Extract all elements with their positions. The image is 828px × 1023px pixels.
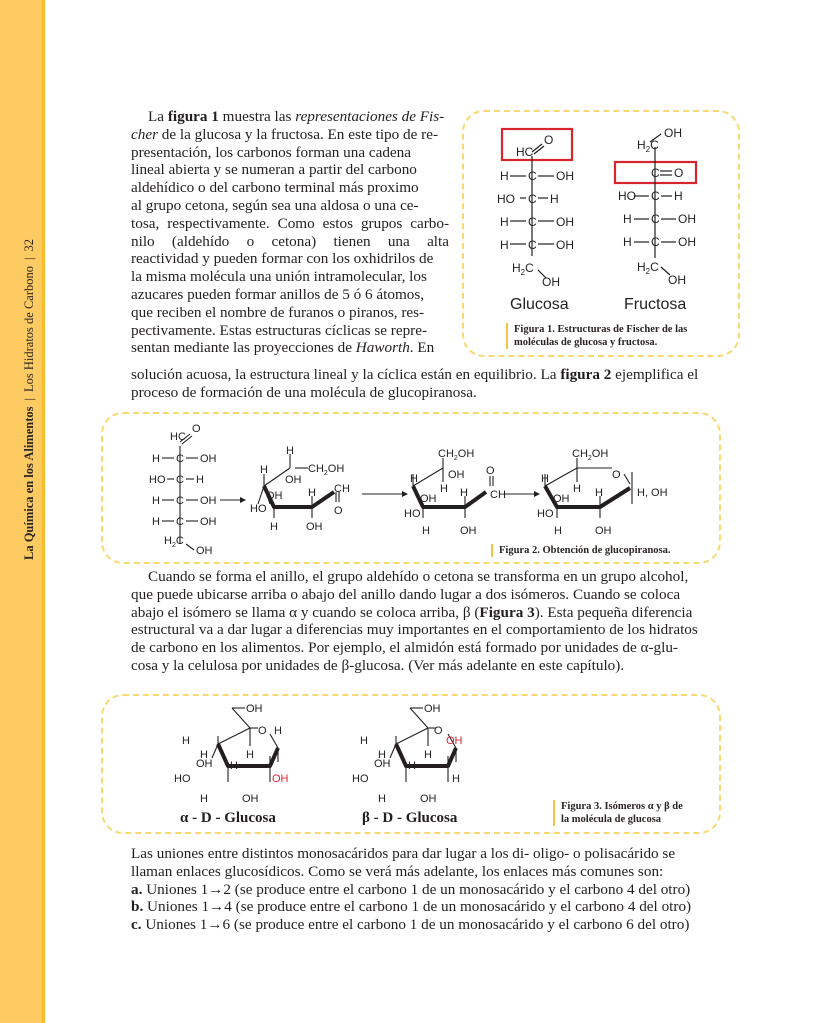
chapter-title: Los Hidratos de Carbono xyxy=(22,265,36,392)
svg-text:H2C: $H_2C$ xyxy=(637,138,659,154)
svg-text:H2C: $H_2C$ xyxy=(164,535,184,549)
svg-text:OH: OH xyxy=(200,495,217,507)
svg-text:C: C xyxy=(176,474,184,486)
list-item: a. Uniones 1→2 (se produce entre el carbono 1 de un monosacárido y el carbono 4 del otro) xyxy=(131,880,691,898)
intro-line: proceso de formación de una molécula de glucopiranosa. xyxy=(131,383,477,401)
svg-text:CH2OH: $CH_2OH$ xyxy=(308,463,345,477)
svg-text:H: H xyxy=(378,793,386,805)
book-title: La Química en los Alimentos xyxy=(22,406,36,560)
svg-text:OH: OH xyxy=(556,215,574,229)
intro-line: azucares pueden formar anillos de 5 ó 6 átomos, xyxy=(131,285,425,303)
beta-glucose-label: β - D - Glucosa xyxy=(362,810,458,826)
svg-text:H: H xyxy=(152,495,160,507)
svg-text:H: H xyxy=(152,516,160,528)
svg-text:H: H xyxy=(230,760,238,772)
svg-text:OH: OH xyxy=(460,525,477,537)
svg-text:OH: OH xyxy=(196,545,213,556)
svg-text:C: C xyxy=(651,235,660,249)
figure-2-glucopyranose-diagram xyxy=(140,416,700,556)
svg-text:O: O xyxy=(486,465,495,477)
svg-text:C: C xyxy=(528,169,537,183)
svg-text:OH: OH xyxy=(595,525,612,537)
figure-3-beta-glucose-diagram xyxy=(348,698,488,810)
svg-text:O: O xyxy=(192,423,201,435)
svg-text:C: C xyxy=(176,453,184,465)
svg-text:O: O xyxy=(434,725,443,737)
svg-text:H: H xyxy=(550,192,559,206)
product-label: H, OH xyxy=(637,487,668,499)
svg-text:OH: OH xyxy=(556,169,574,183)
running-header xyxy=(22,239,37,560)
svg-text:CH: CH xyxy=(490,489,506,501)
intro-paragraph xyxy=(131,108,449,357)
paragraph-line: Cuando se forma el anillo, el grupo aldehído o cetona se transforma en un grupo alcohol, xyxy=(148,568,689,585)
svg-text:C: C xyxy=(651,166,660,180)
svg-text:H: H xyxy=(410,473,418,485)
svg-text:H: H xyxy=(274,725,282,737)
figure-3-alpha-glucose-diagram xyxy=(170,698,310,810)
svg-text:OH: OH xyxy=(196,758,213,770)
svg-text:H: H xyxy=(623,235,632,249)
figure-1-caption xyxy=(506,323,687,349)
intro-line: aldehídico o del carbono terminal más proximo xyxy=(131,179,419,197)
svg-text:CH: CH xyxy=(334,483,350,495)
svg-text:OH: OH xyxy=(420,793,437,805)
svg-text:OH: OH xyxy=(542,275,560,289)
paragraph-line: estructural va a dar lugar a diferencias muy importantes en el comportamiento de los hidratos xyxy=(131,621,698,639)
svg-text:OH: OH xyxy=(272,773,289,785)
svg-text:O: O xyxy=(612,469,621,481)
separator: | xyxy=(22,398,36,401)
intro-line: la misma molécula una unión intramolecular, los xyxy=(131,268,427,286)
paragraph-line: Las uniones entre distintos monosacáridos para dar lugar a los di- oligo- o polisacárido se xyxy=(131,845,676,862)
svg-text:HO: HO xyxy=(174,773,191,785)
svg-text:HO: HO xyxy=(149,474,166,486)
svg-text:H: H xyxy=(378,749,386,761)
svg-text:HO: HO xyxy=(250,503,267,515)
svg-text:CH2OH: $CH_2OH$ xyxy=(572,448,609,462)
svg-text:H: H xyxy=(674,189,683,203)
glucosa-label: Glucosa xyxy=(510,296,569,313)
svg-text:HO: HO xyxy=(352,773,369,785)
svg-text:H: H xyxy=(200,749,208,761)
svg-text:H: H xyxy=(200,793,208,805)
svg-text:H: H xyxy=(286,445,294,457)
caption-line: Figura 1. Estructuras de Fischer de las xyxy=(514,324,688,335)
svg-text:O: O xyxy=(544,133,554,147)
caption-line: moléculas de glucosa y fructosa. xyxy=(514,337,658,348)
intro-line: sentan mediante las proyecciones de Haworth. En xyxy=(131,339,435,357)
intro-continuation xyxy=(131,366,721,402)
svg-text:H: H xyxy=(360,735,368,747)
svg-text:H: H xyxy=(408,760,416,772)
svg-text:OH: OH xyxy=(200,516,217,528)
svg-text:C: C xyxy=(528,238,537,252)
paragraph-line: cosa y la celulosa por unidades de β-glucosa. (Ver más adelante en este capítulo). xyxy=(131,656,625,674)
svg-text:H: H xyxy=(422,525,430,537)
svg-text:H: H xyxy=(573,483,581,495)
glycosidic-bonds-paragraph xyxy=(131,845,731,934)
svg-text:H: H xyxy=(270,521,278,533)
svg-text:OH: OH xyxy=(446,735,463,747)
caption-line: la molécula de glucosa xyxy=(561,814,662,825)
svg-text:H2C: $H_2C$ xyxy=(512,261,534,277)
svg-text:OH: OH xyxy=(424,703,441,715)
figure-2-caption xyxy=(491,544,671,557)
svg-text:H: H xyxy=(623,212,632,226)
svg-text:OH: OH xyxy=(246,703,263,715)
intro-line: que reciben el nombre de furanos o piranos, res- xyxy=(131,303,425,321)
intro-line: solución acuosa, la estructura lineal y la cíclica están en equilibrio. La figura 2 ejemplifica el xyxy=(131,366,699,383)
paragraph-line: que puede ubicarse arriba o abajo del anillo dando lugar a dos isómeros. Cuando se coloca xyxy=(131,585,681,603)
svg-text:OH: OH xyxy=(678,212,696,226)
list-item: c. Uniones 1→6 (se produce entre el carbono 1 de un monosacárido y el carbono 6 del otro) xyxy=(131,916,690,934)
figure-3-caption xyxy=(553,800,683,826)
svg-text:OH: OH xyxy=(200,453,217,465)
svg-text:O: O xyxy=(258,725,267,737)
svg-text:H: H xyxy=(452,773,460,785)
svg-text:HO: HO xyxy=(618,189,636,203)
paragraph-line: de carbono en los alimentos. Por ejemplo, el almidón está formado por unidades de α-glu- xyxy=(131,639,678,657)
intro-line: pectivamente. Estas estructuras cíclicas se repre- xyxy=(131,321,428,339)
intro-line: La figura 1 muestra las representaciones de Fis- xyxy=(148,108,445,125)
svg-text:H: H xyxy=(260,464,268,476)
svg-text:C: C xyxy=(176,495,184,507)
svg-text:H: H xyxy=(424,749,432,761)
svg-text:OH: OH xyxy=(556,238,574,252)
paragraph-line: llaman enlaces glucosídicos. Como se verá más adelante, los enlaces más comunes son: xyxy=(131,862,664,880)
svg-text:OH: OH xyxy=(374,758,391,770)
svg-text:C: C xyxy=(651,212,660,226)
svg-text:C: C xyxy=(528,192,537,206)
svg-text:H: H xyxy=(196,474,204,486)
alpha-glucose-label: α - D - Glucosa xyxy=(180,810,276,826)
svg-text:H: H xyxy=(500,238,509,252)
svg-text:OH: OH xyxy=(448,469,465,481)
intro-line: cher de la glucosa y la fructosa. En este tipo de re- xyxy=(131,125,439,143)
svg-text:C: C xyxy=(651,189,660,203)
svg-text:C: C xyxy=(528,215,537,229)
paragraph-line: abajo el isómero se llama α y cuando se coloca arriba, β (Figura 3). Esta pequeña diferencia xyxy=(131,603,693,621)
svg-text:HO: HO xyxy=(537,508,554,520)
intro-line: reactividad y pueden formar con los oxhidrilos de xyxy=(131,250,434,268)
svg-text:OH: OH xyxy=(553,493,570,505)
svg-text:H: H xyxy=(308,487,316,499)
svg-text:OH: OH xyxy=(668,273,686,287)
intro-line: al grupo cetona, según sea una aldosa o una ce- xyxy=(131,196,419,214)
svg-text:O: O xyxy=(334,505,343,517)
svg-text:H: H xyxy=(182,735,190,747)
svg-text:HC: HC xyxy=(170,431,186,443)
svg-text:H: H xyxy=(554,525,562,537)
svg-text:OH: OH xyxy=(420,493,437,505)
caption-line: Figura 3. Isómeros α y β de xyxy=(561,801,683,812)
caption-line: Figura 2. Obtención de glucopiranosa. xyxy=(499,545,671,556)
svg-text:H2C: $H_2C$ xyxy=(637,260,659,276)
svg-text:H: H xyxy=(460,487,468,499)
svg-text:H: H xyxy=(440,483,448,495)
svg-text:C: C xyxy=(176,516,184,528)
svg-text:H: H xyxy=(500,215,509,229)
svg-text:HO: HO xyxy=(404,508,421,520)
svg-text:H: H xyxy=(595,487,603,499)
svg-text:CH2OH: $CH_2OH$ xyxy=(438,448,475,462)
intro-line: tosa, respectivamente. Como estos grupos carbo- xyxy=(131,214,449,232)
svg-text:H: H xyxy=(246,749,254,761)
svg-text:OH: OH xyxy=(306,521,323,533)
svg-text:OH: OH xyxy=(242,793,259,805)
intro-line: presentación, los carbonos forman una cadena xyxy=(131,143,412,161)
separator: | xyxy=(22,257,36,260)
svg-text:O: O xyxy=(674,166,684,180)
intro-line: nilo (aldehído o cetona) tienen una alta xyxy=(131,232,449,250)
svg-text:OH: OH xyxy=(664,126,682,140)
isomers-paragraph xyxy=(131,568,721,675)
page-number: 32 xyxy=(22,238,36,252)
figure-1-fischer-diagram xyxy=(480,122,720,322)
intro-line: lineal abierta y se numeran a partir del carbono xyxy=(131,161,417,179)
svg-text:OH: OH xyxy=(266,490,283,502)
svg-text:HC: HC xyxy=(516,145,534,159)
fructosa-label: Fructosa xyxy=(624,296,687,313)
svg-text:HO: HO xyxy=(497,192,515,206)
svg-text:H: H xyxy=(541,473,549,485)
svg-text:OH: OH xyxy=(678,235,696,249)
svg-text:H: H xyxy=(500,169,509,183)
list-item: b. Uniones 1→4 (se produce entre el carbono 1 de un monosacárido y el carbono 4 del otro) xyxy=(131,898,692,916)
svg-text:H: H xyxy=(152,453,160,465)
svg-text:OH: OH xyxy=(285,474,302,486)
